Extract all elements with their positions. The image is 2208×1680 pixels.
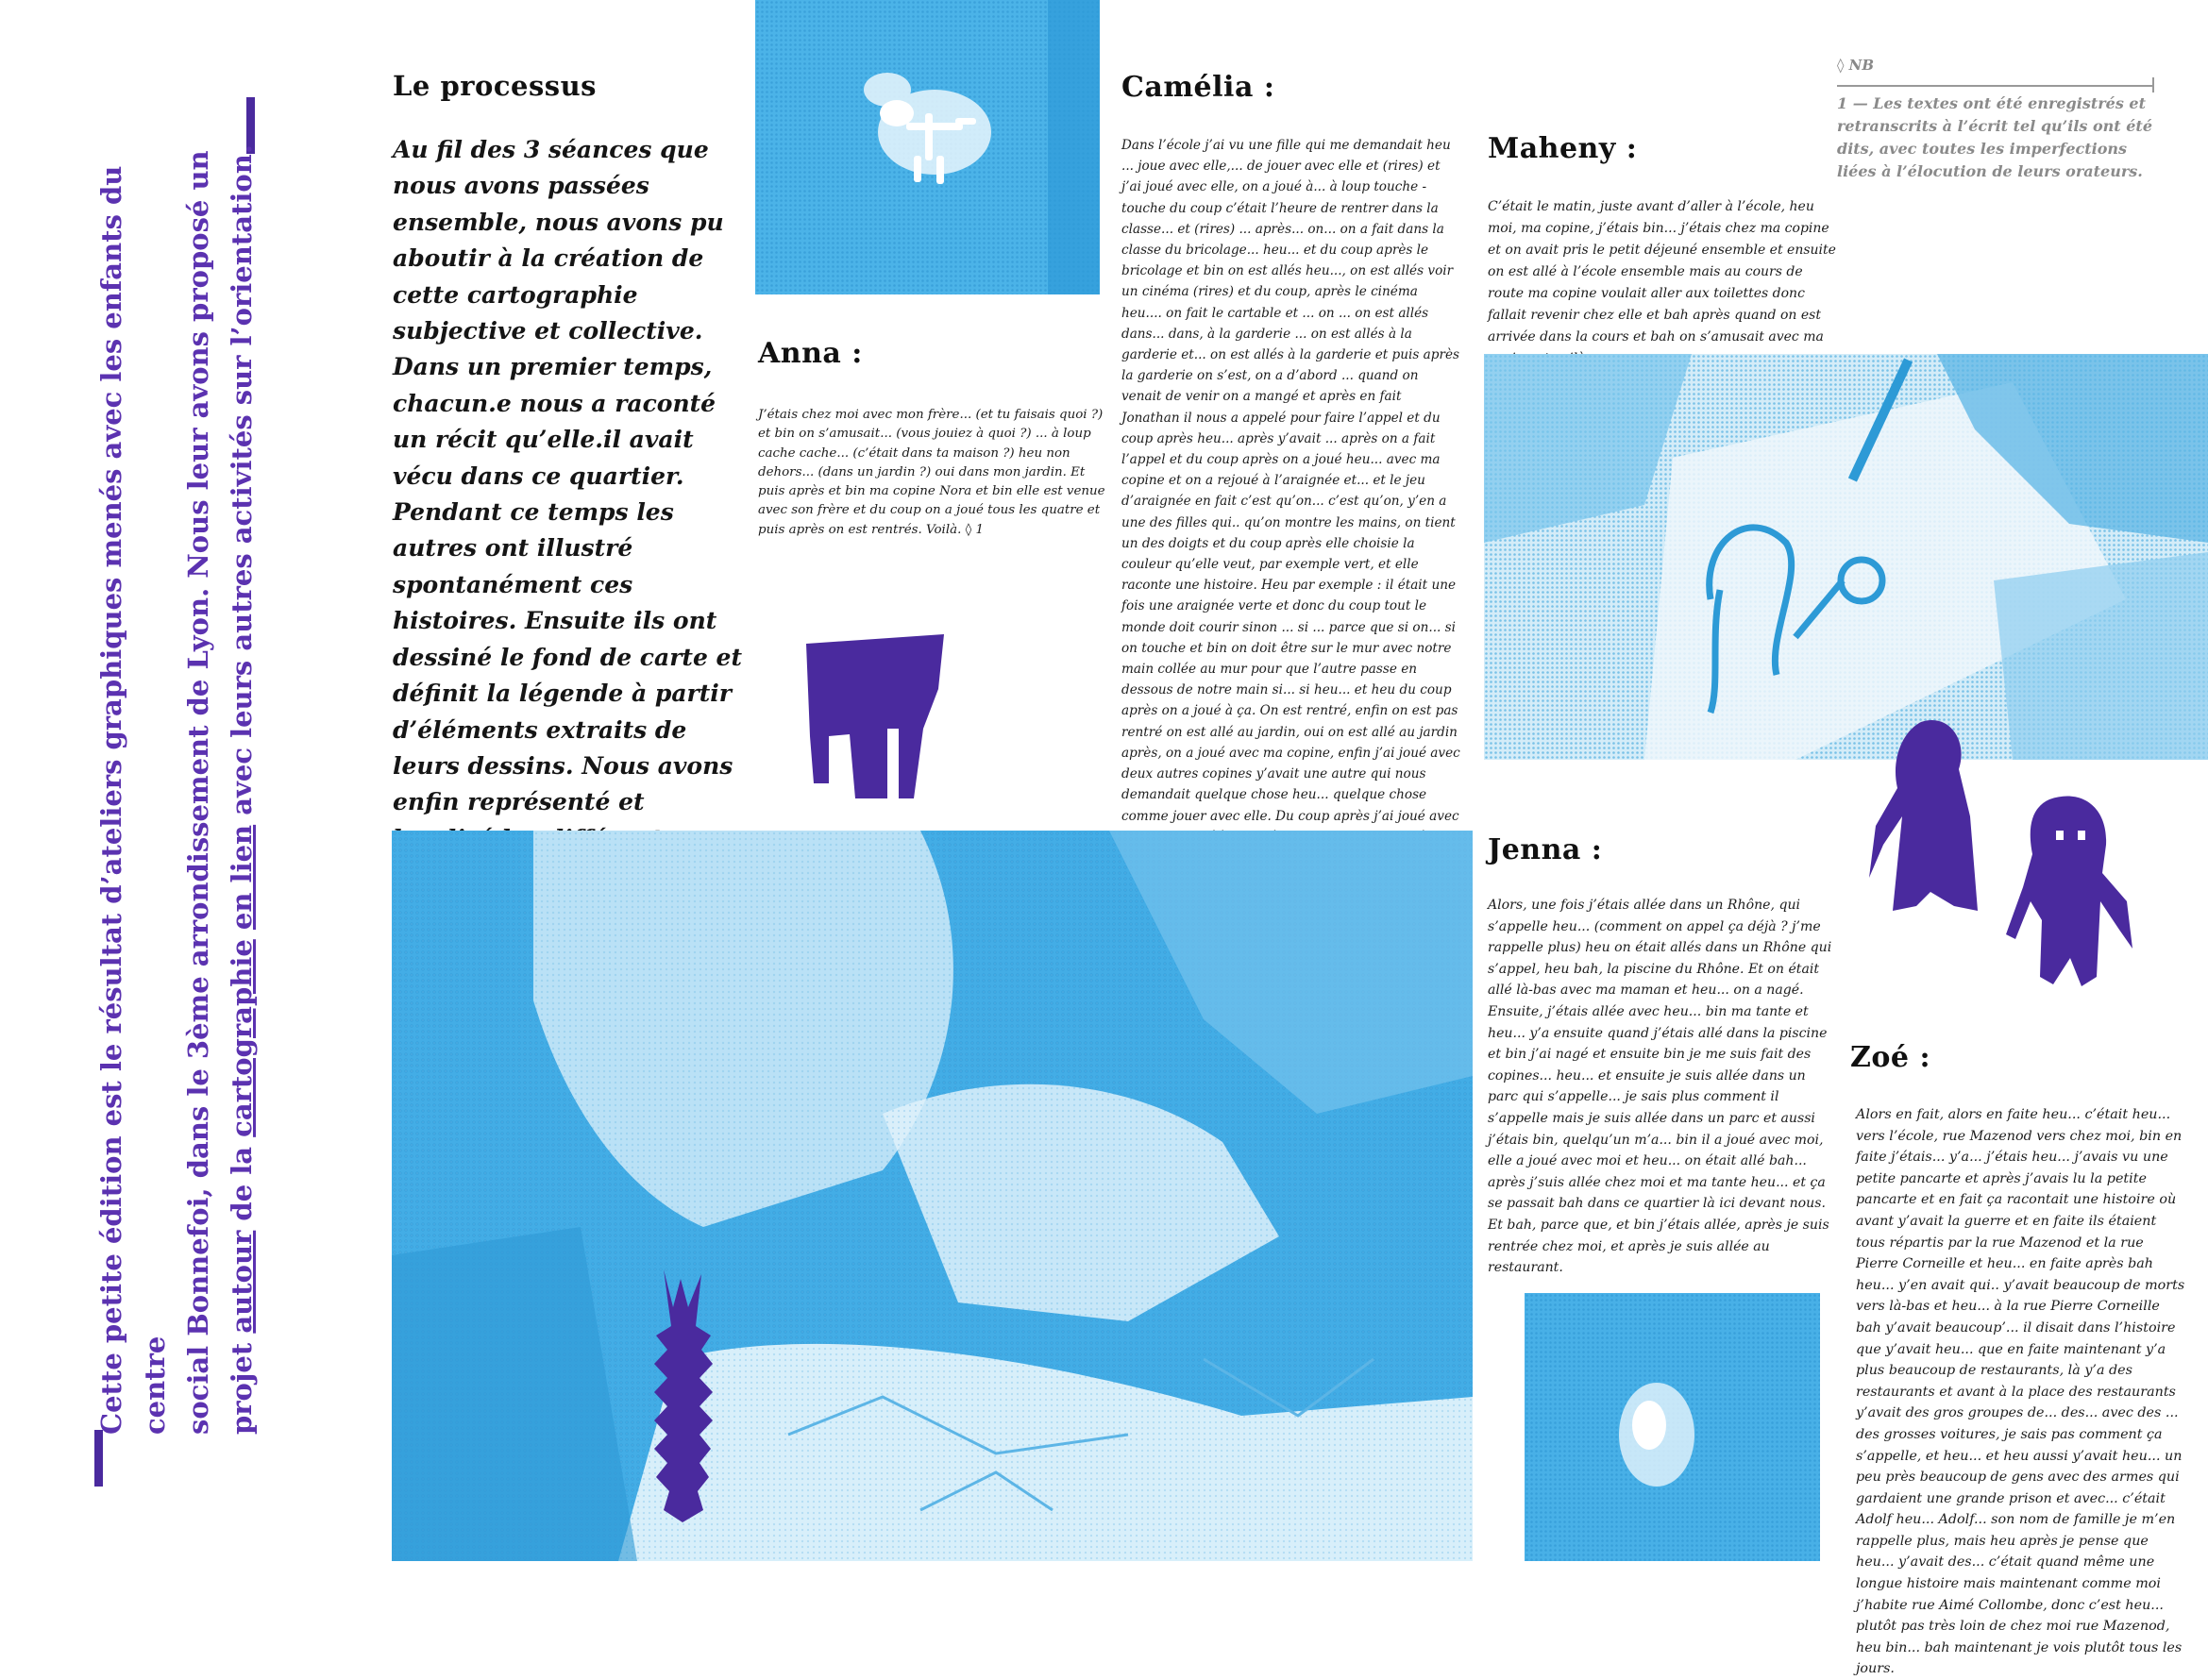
jenna-text: Alors, une fois j’étais allée dans un Rhône, qui s’appelle heu... (comment on appel ça déjà ? j’me rappelle plus) heu on était allés dans un Rhône qui s’appel, heu bah, la piscine du Rhône. Et on était allé là-bas avec ma maman et heu... on a nagé. Ensuite, j’étais allée avec heu... bin ma tante et heu... y’a ensuite quand j’étais allé dans la piscine et bin j’ai nagé et ensuite bin je me suis fait des copines... heu... et ensuite je suis allée dans un parc qui s’appelle... je sais plus comment il s’appelle mais je suis allée dans un parc et aussi j’étais bin, quelqu’un m’a... bin il a joué avec moi, elle a joué avec moi et heu... on était allé bah... après j’suis allée chez moi et ma tante heu... et ça se passait bah dans ce quartier là ici devant nous. Et bah, parce que, et bin j’étais allée, après je suis rentrée chez moi, et après je suis allée au restaurant. [1488, 898, 1832, 1276]
camelia-text: Dans l’école j’ai vu une fille qui me demandait heu ... joue avec elle,... de jouer avec elle et (rires) et j’ai joué avec elle, on a joué à... à loup touche -touche du coup c’était l’heure de rentrer dans la classe... et (rires) ... après... on... on a fait dans la classe du bricolage... heu... et du coup après le bricolage et bin on est allés heu..., on est allés voir un cinéma (rires) et du coup, après le cinéma heu.... on fait le cartable et ... on ... on est allés dans... dans, à la garderie ... on est allés à la garderie et... on est allés à la garderie et puis après la garderie on s’est, on a d’abord ... quand on venait de venir on a mangé et après en fait Jonathan il nous a appelé pour faire l’appel et du coup après heu... après y’avait ... après on a fait l’appel et du coup après on a joué heu... avec ma copine et on a rejoué à l’araignée et... et le jeu d’araignée en fait c’est qu’on... c’est qu’on, y’en a une des filles qui.. qu’on montre les mains, on tient un des doigts et du coup après elle choisie la couleur qu’elle veut, par exemple vert, et elle raconte une histoire. Heu par exemple : il était une fois une araignée verte et donc du coup tout le monde doit courir sinon ... si ... parce que si on... si on touche et bin on doit être sur le mur avec notre main collée au mur pour que l’autre passe en dessous de notre main si... si heu... et heu du coup après on a joué à ça. On est rentré, enfin on est pas rentré on est allé au jardin, oui on est allé au jardin après, on a joué avec ma copine, enfin j’ai joué avec deux autres copines y’avait une autre qui nous demandait quelque chose heu... quelque chose comme jouer avec elle. Du coup après j’ai joué avec [1121, 138, 1460, 824]
intro-line-3-pre: projet [226, 1333, 258, 1435]
intro-underline-autour: autour [226, 1230, 258, 1334]
camelia-title: Camélia : [1121, 71, 1275, 104]
purple-stack-drawing [645, 1269, 720, 1524]
processus-text: Au fil des 3 séances que nous avons passées ensemble, nous avons pu aboutir à la création de cette cartographie subjective et collective. Dans un premier temps, chacun.e nous a raconté un récit qu’elle.il avait vécu dans ce quartier. Pendant ce temps les autres ont illustré spontanément ces histoires. Ensuite ils ont dessiné le fond de carte et définit la légende à partir d’éléments extraits de leurs dessins. Nous avons enfin représenté et [393, 136, 743, 816]
nb-text: 1 — Les textes ont été enregistrés et retranscrits à l’écrit tel qu’ils ont été dits, avec toutes les imperfections liées à l’élocution de leurs orateurs. [1837, 94, 2152, 180]
photo-hands-map [392, 831, 1473, 1561]
photo-child-drawing [1484, 354, 2208, 760]
intro-underline-cartographie: cartographie [226, 939, 258, 1137]
zoe-title: Zoé : [1850, 1041, 1931, 1074]
jenna-title: Jenna : [1488, 833, 1603, 866]
intro-line-3-sp [226, 930, 258, 939]
nb-rule [1837, 85, 2153, 87]
zoe-text: Alors en fait, alors en faite heu... c’était heu... vers l’école, rue Mazenod vers chez moi, bin en faite j’étais... y’a... j’étais heu... j’avais vu une petite pancarte et après j’avais lu la petite pancarte et en fait ça racontait une histoire où avant y’avait la guerre et en faite ils étaient tous répartis par la rue Mazenod et la rue Pierre Corneille et heu... en faite après bah heu... y’en avait qui.. y’avait beaucoup de morts vers là-bas et heu... à la rue Pierre Corneille bah y’avait beaucoup’... il disait dans l’histoire que y’avait heu... que en faite maintenant y’a plus beaucoup de restaurants, là y’a des restaurants et avant à la place des restaurants y’avait des gros groupes de... des... avec des ... des grosses voitures, je sais pas comment ça s’appelle, et heu... et heu aussi y’avait heu... un peu près beaucoup de gens avec des armes qui gardaient une grande prison et avec... c’était Adolf heu... Adolf... son nom de famille je m’en rappelle plus, mais heu après je pense que heu... y’avait des... c’était quand même une longue histoire mais maintenant comme moi j’habite rue Aimé Collombe, donc c’est heu... plutôt pas très loin de chez moi rue Mazenod, heu bin... bah maintenant je vois plutôt tous les jours. [1856, 1107, 2185, 1677]
anna-text: J’étais chez moi avec mon frère... (et tu faisais quoi ?) et bin on s’amusait... (vous jouiez à quoi ?) ... à loup cache cache... (c’était dans ta maison ?) heu non dehors... (dans un jardin ?) oui dans mon jardin. Et puis après et bin ma copine Nora et bin elle est venue avec son frère et du coup on a joué tous les quatre et puis après on est rentrés. Voilà. ◊ 1 [758, 408, 1105, 537]
maheny-text: C’était le matin, juste avant d’aller à l’école, heu moi, ma copine, j’étais bin... j’étais chez ma copine et on avait pris le petit déjeuné ensemble et ensuite on est allé à l’école ensemble mais au cours de route ma copine voulait aller aux toilettes donc fallait revenir chez elle et bah après quand on est arrivée dans la cours et bah on s’amusait avec ma [1488, 199, 1836, 344]
intro-line-3-mid: de la [226, 1136, 258, 1231]
nb-rule-tick [2152, 77, 2154, 92]
intro-text [90, 85, 263, 1520]
processus-title: Le processus [393, 70, 598, 102]
photo-small-bottom [1525, 1293, 1820, 1561]
intro-line-2: social Bonnefoi, dans le 3ème arrondissement de Lyon. Nous leur avons proposé un [182, 150, 214, 1435]
nb-label: ◊ NB [1837, 57, 1875, 74]
maheny-title: Maheny : [1488, 132, 1638, 165]
intro-line-1: Cette petite édition est le résultat d’ateliers graphiques menés avec les enfants du centre [95, 165, 171, 1435]
anna-title: Anna : [758, 337, 863, 370]
intro-block [90, 85, 288, 1520]
purple-house-drawing [801, 623, 952, 802]
photo-figure-top [755, 0, 1100, 294]
intro-line-3-post: avec leurs autres activités sur l’orientation. [226, 144, 258, 825]
purple-figures-drawing [1864, 713, 2138, 996]
intro-underline-en-lien: en lien [226, 824, 258, 931]
